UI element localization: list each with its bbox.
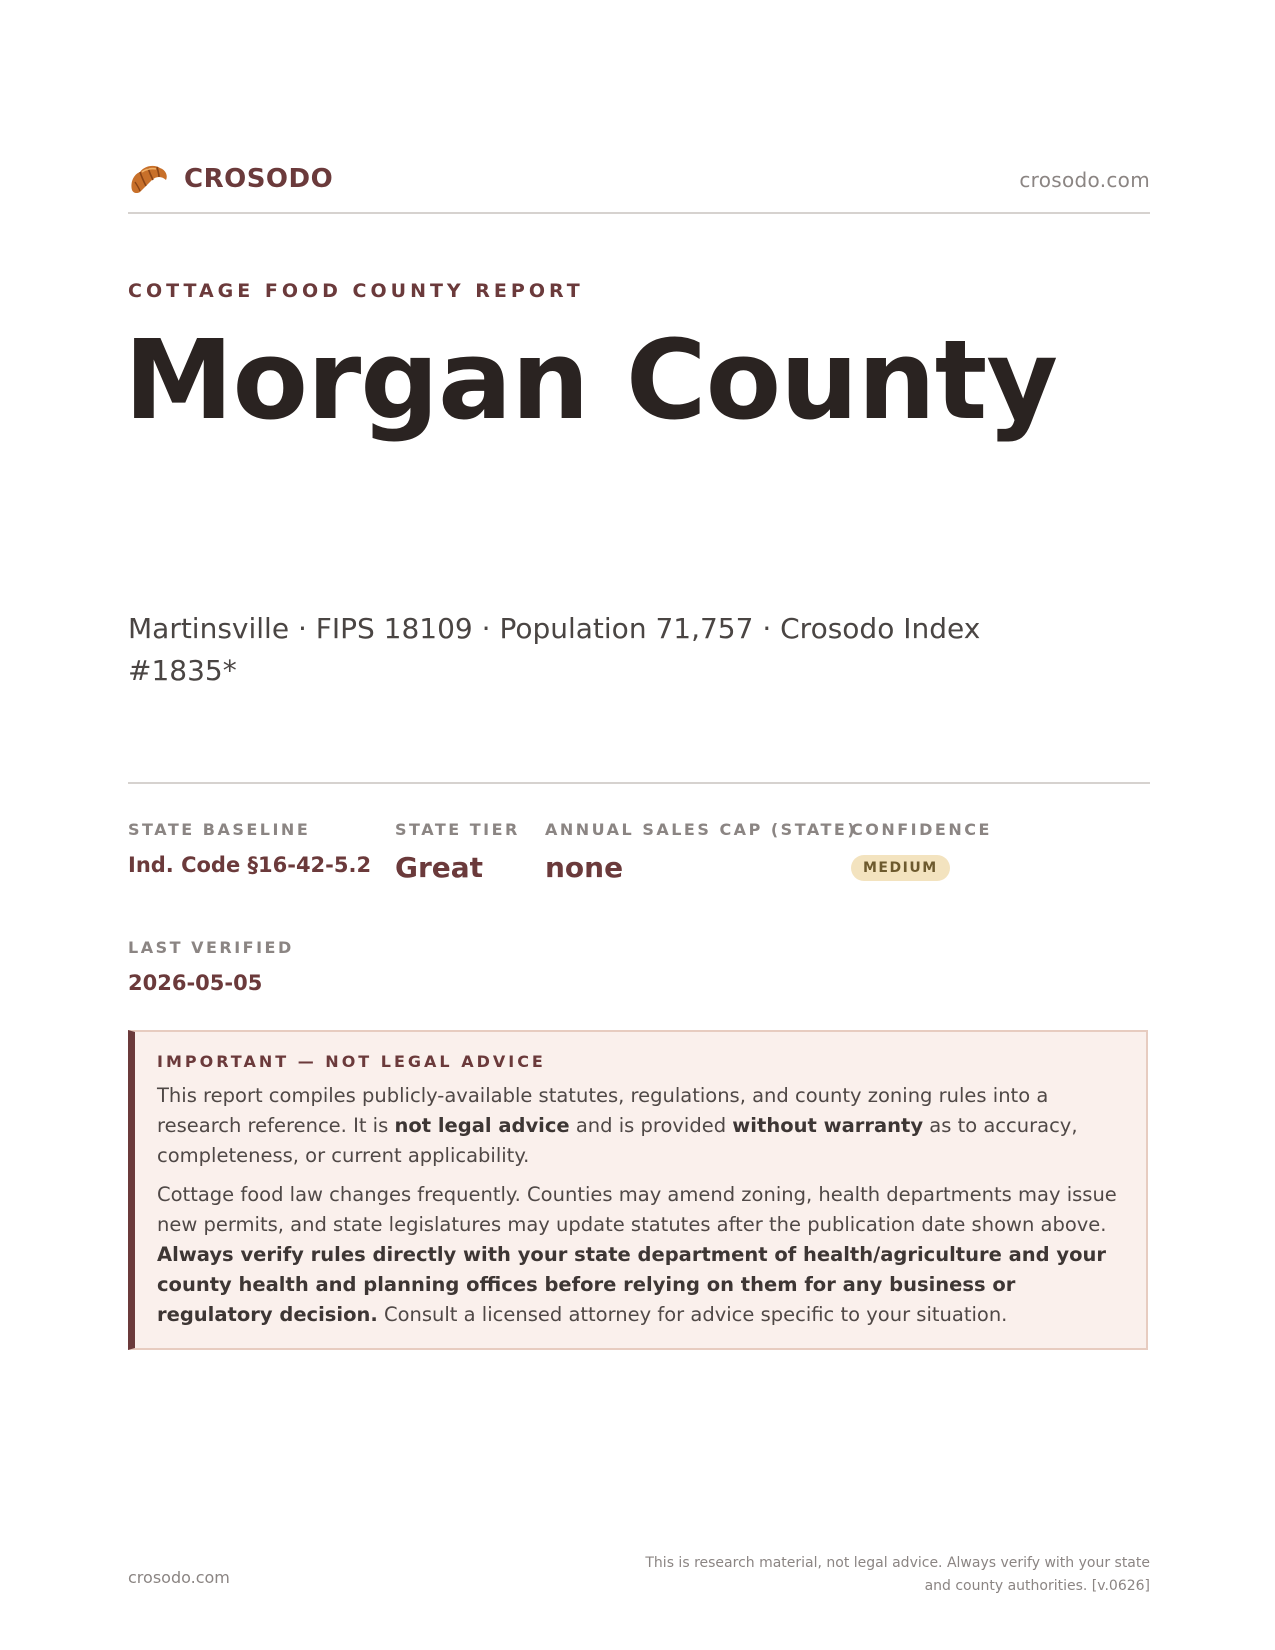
stat-confidence [851,820,992,881]
stat-state-baseline [128,820,371,877]
notice-paragraph-1 [157,1081,1127,1171]
stat-label: LAST VERIFIED [128,938,294,957]
legal-notice [128,1030,1148,1350]
footer-disclaimer-line: This is research material, not legal advice. Always verify with your state [645,1555,1150,1571]
report-subtitle: Martinsville · FIPS 18109 · Population 71,757 · Crosodo Index #1835* [128,612,981,687]
footer-disclaimer-line: and county authorities. [v.0626] [924,1578,1150,1594]
stat-label: STATE BASELINE [128,820,311,839]
report-eyebrow: COTTAGE FOOD COUNTY REPORT [128,280,584,302]
notice-text: Cottage food law changes frequently. Counties may amend zoning, health departments may issue new permits, and state legislatures may update statutes after the publication date shown above. [157,1183,1117,1236]
notice-text: and is provided [569,1114,733,1137]
notice-text: Consult a licensed attorney for advice specific to your situation. [377,1303,1008,1326]
stat-label: ANNUAL SALES CAP (STATE) [545,820,858,839]
footer-disclaimer [590,1552,1150,1598]
header-url[interactable]: crosodo.com [1019,168,1150,192]
confidence-badge: MEDIUM [851,855,950,881]
notice-paragraph-2 [157,1180,1127,1330]
stat-value: Great [395,851,484,884]
stat-last-verified [128,938,294,995]
stat-value: Ind. Code §16-42-5.2 [128,853,372,877]
notice-text: as to accuracy, completeness, or current applicability. [157,1114,1078,1167]
stat-value: 2026-05-05 [128,971,263,995]
footer-url[interactable]: crosodo.com [128,1568,230,1587]
notice-emphasis: Always verify rules directly with your state department of health/agriculture and your county health and planning offices before relying on them for any business or regulatory decision. [157,1243,1107,1326]
brand-name: CROSODO [184,164,334,194]
page-header [128,158,1150,214]
stat-label: STATE TIER [395,820,520,839]
notice-title: IMPORTANT — NOT LEGAL ADVICE [157,1052,546,1071]
page-title: Morgan County [124,316,1058,444]
notice-emphasis: without warranty [732,1114,924,1137]
stat-label: CONFIDENCE [851,820,992,839]
notice-emphasis: not legal advice [394,1114,570,1137]
croissant-icon [128,160,170,198]
stat-value: none [545,851,624,884]
notice-text: This report compiles publicly-available statutes, regulations, and county zoning rules into a research reference. It is [157,1084,1049,1137]
brand[interactable] [128,160,333,198]
stat-sales-cap [545,820,857,884]
stat-state-tier [395,820,520,884]
section-divider [128,782,1150,784]
